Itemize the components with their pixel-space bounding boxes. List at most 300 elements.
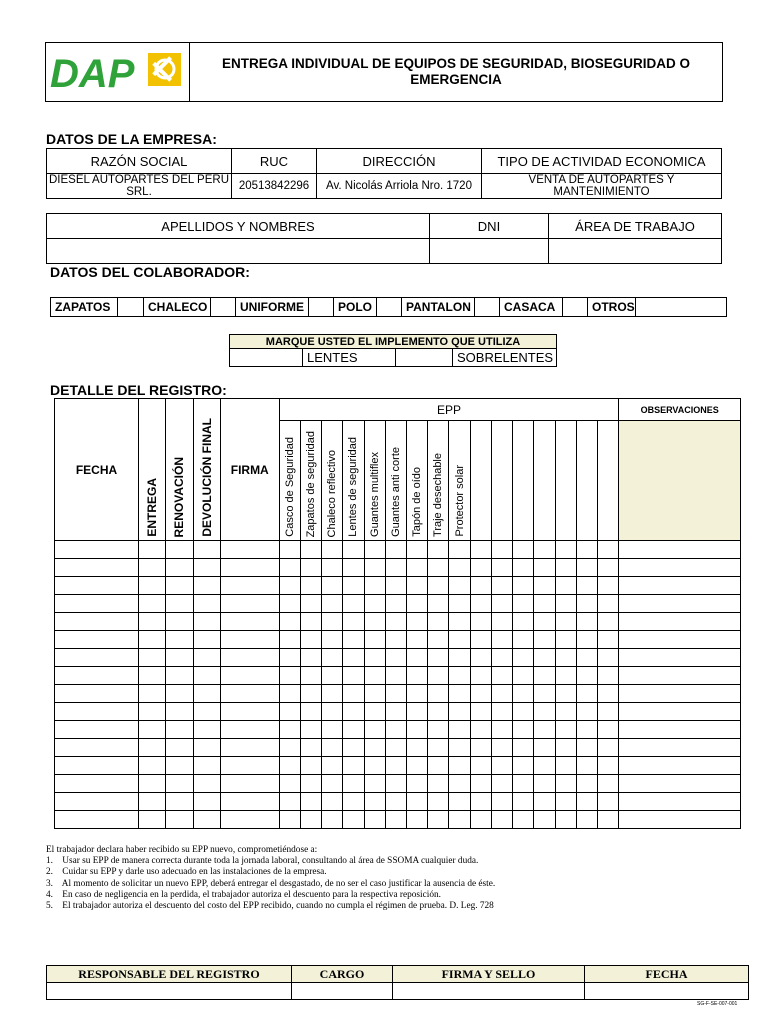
- registro-cell[interactable]: [491, 631, 512, 649]
- registro-cell[interactable]: [619, 613, 741, 631]
- registro-cell[interactable]: [513, 649, 534, 667]
- registro-cell[interactable]: [555, 667, 576, 685]
- registro-cell[interactable]: [364, 703, 385, 721]
- registro-cell[interactable]: [300, 649, 321, 667]
- registro-cell[interactable]: [555, 721, 576, 739]
- registro-cell[interactable]: [449, 739, 470, 757]
- registro-cell[interactable]: [343, 793, 364, 811]
- registro-cell[interactable]: [300, 595, 321, 613]
- registro-cell[interactable]: [513, 775, 534, 793]
- registro-cell[interactable]: [576, 739, 597, 757]
- check-uniforme[interactable]: [309, 298, 334, 317]
- registro-cell[interactable]: [166, 685, 193, 703]
- registro-cell[interactable]: [322, 649, 343, 667]
- registro-cell[interactable]: [619, 793, 741, 811]
- registro-cell[interactable]: [364, 631, 385, 649]
- registro-cell[interactable]: [279, 631, 300, 649]
- registro-cell[interactable]: [300, 631, 321, 649]
- registro-cell[interactable]: [322, 685, 343, 703]
- registro-cell[interactable]: [220, 793, 279, 811]
- registro-cell[interactable]: [470, 667, 491, 685]
- registro-cell[interactable]: [300, 577, 321, 595]
- registro-cell[interactable]: [364, 757, 385, 775]
- registro-cell[interactable]: [343, 721, 364, 739]
- registro-cell[interactable]: [166, 775, 193, 793]
- registro-cell[interactable]: [470, 631, 491, 649]
- registro-cell[interactable]: [322, 577, 343, 595]
- registro-cell[interactable]: [598, 739, 619, 757]
- registro-cell[interactable]: [428, 739, 449, 757]
- registro-cell[interactable]: [428, 757, 449, 775]
- registro-cell[interactable]: [55, 667, 139, 685]
- registro-cell[interactable]: [193, 613, 220, 631]
- registro-cell[interactable]: [193, 721, 220, 739]
- registro-cell[interactable]: [470, 739, 491, 757]
- registro-cell[interactable]: [406, 721, 427, 739]
- registro-cell[interactable]: [364, 811, 385, 829]
- registro-cell[interactable]: [513, 721, 534, 739]
- registro-cell[interactable]: [220, 631, 279, 649]
- registro-cell[interactable]: [555, 739, 576, 757]
- registro-cell[interactable]: [385, 667, 406, 685]
- registro-cell[interactable]: [166, 703, 193, 721]
- check-lentes[interactable]: [230, 349, 303, 367]
- registro-cell[interactable]: [55, 739, 139, 757]
- registro-cell[interactable]: [385, 541, 406, 559]
- registro-cell[interactable]: [470, 613, 491, 631]
- registro-cell[interactable]: [576, 613, 597, 631]
- registro-cell[interactable]: [576, 703, 597, 721]
- registro-cell[interactable]: [470, 703, 491, 721]
- registro-cell[interactable]: [576, 577, 597, 595]
- registro-cell[interactable]: [619, 739, 741, 757]
- registro-cell[interactable]: [470, 811, 491, 829]
- registro-cell[interactable]: [55, 721, 139, 739]
- registro-cell[interactable]: [619, 721, 741, 739]
- registro-cell[interactable]: [534, 667, 555, 685]
- registro-cell[interactable]: [619, 811, 741, 829]
- responsable-field[interactable]: [47, 983, 292, 1000]
- registro-cell[interactable]: [300, 667, 321, 685]
- registro-cell[interactable]: [449, 703, 470, 721]
- registro-cell[interactable]: [449, 613, 470, 631]
- registro-cell[interactable]: [428, 721, 449, 739]
- registro-cell[interactable]: [534, 757, 555, 775]
- registro-cell[interactable]: [428, 541, 449, 559]
- registro-cell[interactable]: [279, 577, 300, 595]
- registro-cell[interactable]: [406, 613, 427, 631]
- registro-cell[interactable]: [220, 721, 279, 739]
- registro-cell[interactable]: [385, 721, 406, 739]
- registro-cell[interactable]: [300, 721, 321, 739]
- registro-cell[interactable]: [470, 721, 491, 739]
- registro-cell[interactable]: [449, 631, 470, 649]
- registro-cell[interactable]: [55, 703, 139, 721]
- registro-cell[interactable]: [513, 613, 534, 631]
- registro-cell[interactable]: [428, 667, 449, 685]
- registro-cell[interactable]: [166, 541, 193, 559]
- registro-cell[interactable]: [428, 685, 449, 703]
- registro-cell[interactable]: [279, 685, 300, 703]
- registro-cell[interactable]: [322, 541, 343, 559]
- area-field[interactable]: [549, 239, 722, 264]
- registro-cell[interactable]: [322, 793, 343, 811]
- registro-cell[interactable]: [364, 559, 385, 577]
- check-zapatos[interactable]: [118, 298, 144, 317]
- registro-cell[interactable]: [406, 739, 427, 757]
- registro-cell[interactable]: [470, 685, 491, 703]
- firma-sello-field[interactable]: [393, 983, 585, 1000]
- registro-cell[interactable]: [449, 757, 470, 775]
- registro-cell[interactable]: [166, 595, 193, 613]
- registro-cell[interactable]: [166, 721, 193, 739]
- registro-cell[interactable]: [534, 793, 555, 811]
- registro-cell[interactable]: [555, 631, 576, 649]
- registro-cell[interactable]: [279, 613, 300, 631]
- registro-cell[interactable]: [166, 631, 193, 649]
- registro-cell[interactable]: [166, 577, 193, 595]
- registro-cell[interactable]: [322, 559, 343, 577]
- registro-cell[interactable]: [576, 649, 597, 667]
- registro-cell[interactable]: [364, 667, 385, 685]
- registro-cell[interactable]: [385, 703, 406, 721]
- registro-cell[interactable]: [470, 649, 491, 667]
- registro-cell[interactable]: [428, 775, 449, 793]
- registro-cell[interactable]: [364, 541, 385, 559]
- registro-cell[interactable]: [470, 757, 491, 775]
- registro-cell[interactable]: [279, 793, 300, 811]
- registro-cell[interactable]: [220, 685, 279, 703]
- registro-cell[interactable]: [322, 631, 343, 649]
- registro-cell[interactable]: [343, 595, 364, 613]
- registro-cell[interactable]: [491, 721, 512, 739]
- registro-cell[interactable]: [300, 775, 321, 793]
- registro-cell[interactable]: [428, 595, 449, 613]
- registro-cell[interactable]: [220, 775, 279, 793]
- registro-cell[interactable]: [491, 811, 512, 829]
- registro-cell[interactable]: [220, 577, 279, 595]
- registro-cell[interactable]: [166, 667, 193, 685]
- registro-cell[interactable]: [364, 613, 385, 631]
- registro-cell[interactable]: [385, 685, 406, 703]
- registro-cell[interactable]: [449, 559, 470, 577]
- registro-cell[interactable]: [428, 559, 449, 577]
- registro-cell[interactable]: [491, 703, 512, 721]
- registro-cell[interactable]: [322, 757, 343, 775]
- registro-cell[interactable]: [385, 577, 406, 595]
- registro-cell[interactable]: [220, 613, 279, 631]
- registro-cell[interactable]: [343, 541, 364, 559]
- registro-cell[interactable]: [279, 739, 300, 757]
- registro-cell[interactable]: [619, 667, 741, 685]
- registro-cell[interactable]: [343, 775, 364, 793]
- registro-cell[interactable]: [534, 811, 555, 829]
- registro-cell[interactable]: [555, 577, 576, 595]
- registro-cell[interactable]: [534, 577, 555, 595]
- registro-cell[interactable]: [220, 649, 279, 667]
- registro-cell[interactable]: [55, 793, 139, 811]
- registro-cell[interactable]: [470, 775, 491, 793]
- registro-cell[interactable]: [364, 685, 385, 703]
- registro-cell[interactable]: [619, 631, 741, 649]
- registro-cell[interactable]: [406, 595, 427, 613]
- registro-cell[interactable]: [300, 685, 321, 703]
- registro-cell[interactable]: [576, 757, 597, 775]
- registro-cell[interactable]: [300, 559, 321, 577]
- registro-cell[interactable]: [385, 793, 406, 811]
- registro-cell[interactable]: [343, 739, 364, 757]
- registro-cell[interactable]: [491, 685, 512, 703]
- registro-cell[interactable]: [343, 577, 364, 595]
- registro-cell[interactable]: [555, 559, 576, 577]
- registro-cell[interactable]: [576, 721, 597, 739]
- registro-cell[interactable]: [138, 685, 165, 703]
- check-pantalon[interactable]: [475, 298, 500, 317]
- registro-cell[interactable]: [449, 667, 470, 685]
- registro-cell[interactable]: [364, 577, 385, 595]
- registro-cell[interactable]: [55, 559, 139, 577]
- registro-cell[interactable]: [220, 541, 279, 559]
- registro-cell[interactable]: [138, 559, 165, 577]
- registro-cell[interactable]: [385, 559, 406, 577]
- registro-cell[interactable]: [55, 631, 139, 649]
- registro-cell[interactable]: [619, 595, 741, 613]
- registro-cell[interactable]: [598, 649, 619, 667]
- registro-cell[interactable]: [513, 685, 534, 703]
- registro-cell[interactable]: [513, 667, 534, 685]
- registro-cell[interactable]: [513, 793, 534, 811]
- registro-cell[interactable]: [220, 757, 279, 775]
- registro-cell[interactable]: [555, 757, 576, 775]
- registro-cell[interactable]: [619, 541, 741, 559]
- registro-cell[interactable]: [555, 793, 576, 811]
- registro-cell[interactable]: [406, 757, 427, 775]
- registro-cell[interactable]: [343, 631, 364, 649]
- registro-cell[interactable]: [193, 811, 220, 829]
- registro-cell[interactable]: [300, 757, 321, 775]
- registro-cell[interactable]: [55, 541, 139, 559]
- registro-cell[interactable]: [193, 739, 220, 757]
- registro-cell[interactable]: [55, 775, 139, 793]
- registro-cell[interactable]: [598, 757, 619, 775]
- registro-cell[interactable]: [343, 649, 364, 667]
- registro-cell[interactable]: [428, 793, 449, 811]
- registro-cell[interactable]: [138, 541, 165, 559]
- cargo-field[interactable]: [292, 983, 393, 1000]
- registro-cell[interactable]: [491, 541, 512, 559]
- registro-cell[interactable]: [138, 577, 165, 595]
- registro-cell[interactable]: [364, 775, 385, 793]
- registro-cell[interactable]: [534, 631, 555, 649]
- registro-cell[interactable]: [576, 685, 597, 703]
- registro-cell[interactable]: [364, 721, 385, 739]
- registro-cell[interactable]: [406, 703, 427, 721]
- registro-cell[interactable]: [576, 667, 597, 685]
- registro-cell[interactable]: [364, 793, 385, 811]
- registro-cell[interactable]: [193, 667, 220, 685]
- registro-cell[interactable]: [166, 613, 193, 631]
- registro-cell[interactable]: [138, 631, 165, 649]
- registro-cell[interactable]: [279, 721, 300, 739]
- registro-cell[interactable]: [513, 811, 534, 829]
- registro-cell[interactable]: [385, 613, 406, 631]
- registro-cell[interactable]: [428, 631, 449, 649]
- registro-cell[interactable]: [55, 757, 139, 775]
- registro-cell[interactable]: [576, 559, 597, 577]
- registro-cell[interactable]: [576, 811, 597, 829]
- registro-cell[interactable]: [555, 541, 576, 559]
- registro-cell[interactable]: [491, 757, 512, 775]
- registro-cell[interactable]: [343, 811, 364, 829]
- registro-cell[interactable]: [619, 775, 741, 793]
- registro-cell[interactable]: [619, 559, 741, 577]
- registro-cell[interactable]: [166, 811, 193, 829]
- registro-cell[interactable]: [491, 793, 512, 811]
- registro-cell[interactable]: [513, 703, 534, 721]
- registro-cell[interactable]: [279, 811, 300, 829]
- registro-cell[interactable]: [166, 649, 193, 667]
- registro-cell[interactable]: [322, 811, 343, 829]
- registro-cell[interactable]: [364, 739, 385, 757]
- registro-cell[interactable]: [428, 703, 449, 721]
- registro-cell[interactable]: [406, 649, 427, 667]
- registro-cell[interactable]: [55, 685, 139, 703]
- fecha-footer-field[interactable]: [585, 983, 749, 1000]
- registro-cell[interactable]: [619, 577, 741, 595]
- registro-cell[interactable]: [428, 613, 449, 631]
- registro-cell[interactable]: [300, 811, 321, 829]
- registro-cell[interactable]: [598, 613, 619, 631]
- registro-cell[interactable]: [513, 739, 534, 757]
- registro-cell[interactable]: [300, 613, 321, 631]
- registro-cell[interactable]: [343, 559, 364, 577]
- registro-cell[interactable]: [428, 811, 449, 829]
- registro-cell[interactable]: [385, 739, 406, 757]
- registro-cell[interactable]: [138, 595, 165, 613]
- registro-cell[interactable]: [322, 595, 343, 613]
- registro-cell[interactable]: [138, 667, 165, 685]
- registro-cell[interactable]: [534, 613, 555, 631]
- registro-cell[interactable]: [428, 577, 449, 595]
- registro-cell[interactable]: [322, 721, 343, 739]
- registro-cell[interactable]: [619, 685, 741, 703]
- registro-cell[interactable]: [193, 559, 220, 577]
- registro-cell[interactable]: [322, 739, 343, 757]
- registro-cell[interactable]: [598, 541, 619, 559]
- registro-cell[interactable]: [406, 631, 427, 649]
- registro-cell[interactable]: [193, 775, 220, 793]
- registro-cell[interactable]: [322, 703, 343, 721]
- registro-cell[interactable]: [598, 793, 619, 811]
- registro-cell[interactable]: [555, 595, 576, 613]
- registro-cell[interactable]: [449, 541, 470, 559]
- registro-cell[interactable]: [279, 775, 300, 793]
- registro-cell[interactable]: [598, 811, 619, 829]
- registro-cell[interactable]: [470, 577, 491, 595]
- registro-cell[interactable]: [534, 649, 555, 667]
- registro-cell[interactable]: [534, 685, 555, 703]
- registro-cell[interactable]: [491, 649, 512, 667]
- registro-cell[interactable]: [449, 649, 470, 667]
- registro-cell[interactable]: [364, 649, 385, 667]
- registro-cell[interactable]: [406, 793, 427, 811]
- registro-cell[interactable]: [55, 613, 139, 631]
- registro-cell[interactable]: [138, 613, 165, 631]
- registro-cell[interactable]: [300, 793, 321, 811]
- registro-cell[interactable]: [220, 559, 279, 577]
- apellidos-field[interactable]: [47, 239, 430, 264]
- registro-cell[interactable]: [279, 757, 300, 775]
- registro-cell[interactable]: [406, 541, 427, 559]
- registro-cell[interactable]: [598, 703, 619, 721]
- registro-cell[interactable]: [193, 631, 220, 649]
- registro-cell[interactable]: [220, 811, 279, 829]
- registro-cell[interactable]: [576, 775, 597, 793]
- registro-cell[interactable]: [534, 775, 555, 793]
- registro-cell[interactable]: [138, 811, 165, 829]
- registro-cell[interactable]: [534, 703, 555, 721]
- registro-cell[interactable]: [598, 685, 619, 703]
- registro-cell[interactable]: [279, 595, 300, 613]
- registro-cell[interactable]: [166, 757, 193, 775]
- registro-cell[interactable]: [598, 595, 619, 613]
- registro-cell[interactable]: [193, 703, 220, 721]
- registro-cell[interactable]: [470, 559, 491, 577]
- dni-field[interactable]: [430, 239, 549, 264]
- registro-cell[interactable]: [555, 685, 576, 703]
- registro-cell[interactable]: [406, 685, 427, 703]
- check-casaca[interactable]: [563, 298, 588, 317]
- registro-cell[interactable]: [555, 775, 576, 793]
- registro-cell[interactable]: [491, 595, 512, 613]
- registro-cell[interactable]: [279, 703, 300, 721]
- registro-cell[interactable]: [534, 595, 555, 613]
- registro-cell[interactable]: [193, 541, 220, 559]
- registro-cell[interactable]: [364, 595, 385, 613]
- check-polo[interactable]: [377, 298, 402, 317]
- registro-cell[interactable]: [193, 793, 220, 811]
- registro-cell[interactable]: [491, 613, 512, 631]
- registro-cell[interactable]: [513, 631, 534, 649]
- registro-cell[interactable]: [385, 649, 406, 667]
- registro-cell[interactable]: [300, 541, 321, 559]
- registro-cell[interactable]: [555, 811, 576, 829]
- registro-cell[interactable]: [619, 757, 741, 775]
- registro-cell[interactable]: [279, 541, 300, 559]
- registro-cell[interactable]: [406, 559, 427, 577]
- registro-cell[interactable]: [470, 541, 491, 559]
- registro-cell[interactable]: [513, 577, 534, 595]
- registro-cell[interactable]: [576, 595, 597, 613]
- registro-cell[interactable]: [406, 811, 427, 829]
- registro-cell[interactable]: [385, 595, 406, 613]
- registro-cell[interactable]: [220, 667, 279, 685]
- registro-cell[interactable]: [555, 613, 576, 631]
- registro-cell[interactable]: [279, 559, 300, 577]
- registro-cell[interactable]: [220, 703, 279, 721]
- registro-cell[interactable]: [193, 757, 220, 775]
- registro-cell[interactable]: [491, 667, 512, 685]
- registro-cell[interactable]: [55, 595, 139, 613]
- registro-cell[interactable]: [138, 703, 165, 721]
- registro-cell[interactable]: [598, 667, 619, 685]
- registro-cell[interactable]: [449, 793, 470, 811]
- registro-cell[interactable]: [138, 757, 165, 775]
- registro-cell[interactable]: [406, 775, 427, 793]
- registro-cell[interactable]: [534, 739, 555, 757]
- registro-cell[interactable]: [576, 541, 597, 559]
- registro-cell[interactable]: [138, 649, 165, 667]
